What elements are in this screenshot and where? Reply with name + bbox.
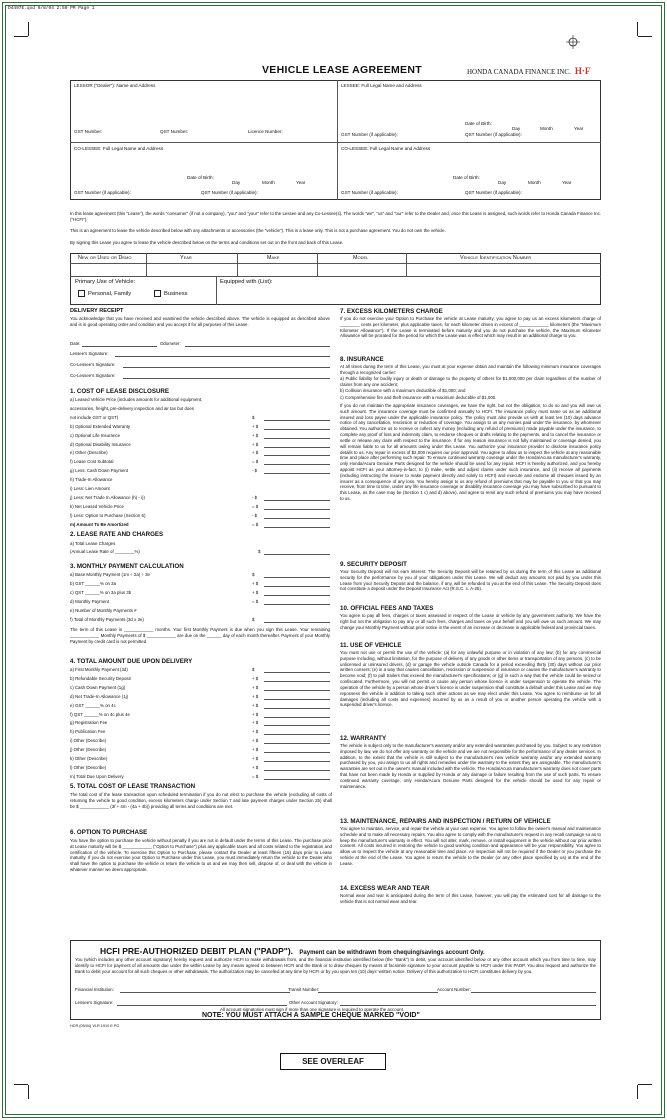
crop-mark (638, 36, 652, 37)
padp-title-text: HCFI PRE-AUTHORIZED DEBIT PLAN ("PADP"). (100, 946, 294, 956)
colessee-dob-month: Month (262, 180, 275, 185)
s7-title: 7. EXCESS KILOMETERS CHARGE (340, 308, 443, 315)
s4-amount-field[interactable] (264, 672, 330, 673)
s11-text: You must not use or permit the use of the vehicle: (a) for any unlawful purpose or in violation of any law; (b) for any commercial purpose including, without limitation, for the purpose of delivery of any goods or other items or transportation of any persons, (c) to be unlicensed or uninsured drivers, (d) or garage the vehicle outside Canada for a period exceeding thirty (30) days without our prior written consent; (e) in a way that causes cancellation, rescission or suspension of insurance or causes the manufacturer's warranty to become void; (f) to pull trailers that exceed the manufacturer's specifications; or (g) in such a way that the vehicle could be seized or confiscated. Furthermore, you will not permit or cause any person whose licence is under suspension to operate the vehicle. The operation of the vehicle by a person whose driver's licence is under suspension shall constitute a default under this Lease and we may repossess the vehicle in addition to taking such other actions as we may elect under this Lease. You agree to reimburse us for all damages (including all costs and expenses) incurred by us as a result of you or another person operating the vehicle with a suspended driver's licence. (340, 650, 601, 708)
crop-mark (638, 1084, 652, 1085)
registration-target-icon (566, 35, 580, 49)
s1-item: m) Amount To Be Amortized (70, 521, 129, 527)
padp-signatory-note: All account signatories must sign if more than one signature is required to operate the account. (220, 1007, 405, 1012)
business-label: Business (164, 291, 188, 298)
account-label: Account Number: (437, 987, 471, 992)
s8-item-c: c) Comprehensive fire and theft insurance with a maximum deductible of $1,000. (340, 395, 497, 400)
s10-text: You agree to pay all fees, charges or taxes assessed in respect of the Lease or vehicle by any government authority. We have the right but not the obligation to pay any or all such fees, charges and taxes on your behalf and you will owe us such amount. We may change your Monthly Payment without prior notice in the event of an increase or decrease in applicable federal and provincial taxes. (340, 613, 601, 630)
vehicle-col-divider (406, 253, 407, 276)
s1-dollar: + $ (252, 450, 259, 456)
lessor-licence: Licence Number: (248, 129, 283, 134)
s4-item: m) Total Due Upon Delivery (70, 773, 124, 779)
s2-amount-field[interactable] (264, 554, 330, 555)
s4-dollar: + $ (252, 756, 259, 761)
lessee-dob-month: Month (540, 126, 553, 131)
personal-option[interactable] (78, 290, 131, 298)
document-title: VEHICLE LEASE AGREEMENT (262, 64, 422, 76)
colessee-dob: Date of Birth: (187, 175, 214, 180)
s11-title: 11. USE OF VEHICLE (340, 642, 402, 649)
s13-text: You agree to maintain, service, and repair the vehicle at your own expense. You agree to follow the owner's manual and maintenance schedule and to make all necessary repairs. You also agree to comply with the manufacturer's request in any recall campaign so as to keep the manufacturer's warranty in effect. You will not alter, mark, remove, or install equipment in the vehicle without our prior written consent. All costs incurred in restoring the vehicle to good working condition and appearance will be your responsibility. You agree to allow us to inspect the vehicle at any reasonable time and place. An inspection will not be required if the Dealer or you purchase the vehicle at the end of the Lease. You agree to return the vehicle to the Dealer (or any other place specified by us) at the end of the Lease. (340, 826, 601, 866)
s4-amount-field[interactable] (264, 743, 330, 744)
business-checkbox[interactable] (154, 290, 161, 297)
s4-dollar: + $ (252, 729, 259, 735)
s1-item: k) Net Leased Vehicle Price (70, 503, 124, 509)
crop-mark (14, 1084, 28, 1085)
s3-dollar: + $ (252, 581, 259, 586)
personal-checkbox[interactable] (78, 290, 85, 297)
s3-title: 3. MONTHLY PAYMENT CALCULATION (70, 563, 184, 570)
equipped-label: Equipped with (List): (220, 279, 273, 285)
s4-dollar: + $ (252, 764, 259, 770)
crop-mark (637, 22, 638, 36)
lessee-dob-year: Year (574, 126, 584, 131)
s4-dollar: + $ (252, 720, 259, 726)
s8-item-a: a) Public liability for bodily injury or death or damage to the property of others for $1,000,000 per claim regardless of the number of claims from any one accident; (340, 376, 601, 387)
s4-item: i) Other (Describe) (70, 738, 107, 744)
s1-title: 1. COST OF LEASE DISCLOSURE (70, 388, 170, 395)
colessee2-dob: Date of Birth: (453, 175, 480, 180)
s1-item: not include GST or QST) (70, 414, 119, 420)
s1-item: g) Less: Cash Down Payment (70, 468, 129, 474)
s3-item: f) Total of Monthly Payments (3d x 3e) (70, 617, 144, 622)
s3-item: d) Monthly Payment (70, 599, 110, 604)
s1-dollar: = $ (252, 521, 259, 527)
vehicle-col-divider (216, 276, 217, 305)
s13-title: 13. MAINTENANCE, REPAIRS AND INSPECTION / RETURN OF VEHICLE (340, 818, 551, 825)
colessee-dob-year: Year (296, 180, 306, 185)
s1-dollar: - $ (252, 468, 258, 474)
s1-item: i) Less: Lien Amount (70, 486, 110, 491)
s2-title: 2. LEASE RATE AND CHARGES (70, 531, 164, 538)
file-stamp: D4497E.qxd 9/8/04 2:50 PM Page 1 (8, 6, 95, 11)
s4-amount-field[interactable] (264, 725, 330, 726)
colessee2-dob-month: Month (528, 180, 541, 185)
s4-amount-field[interactable] (264, 681, 330, 682)
colessee-gst: GST Number (if applicable): (74, 190, 131, 195)
form-code: HCR (09/04) VLR 1910 E PG (70, 1024, 120, 1028)
padp-subtitle: Payment can be withdrawn from chequing/savings account Only. (299, 950, 485, 956)
s4-item: c) Cash Down Payment (1g) (70, 684, 126, 690)
lessee-dob-day: Day (512, 126, 521, 131)
s1-item: l) Less: Option to Purchase (Section 6) (70, 512, 146, 518)
see-overleaf: SEE OVERLEAF (280, 1053, 386, 1070)
s1-dollar: = $ (252, 503, 259, 509)
vehicle-header-model: Model (353, 255, 369, 261)
lessee-label: LESSEE: Full Legal Name and Address (341, 83, 422, 88)
s1-dollar: - $ (252, 512, 258, 518)
s4-dollar: + $ (252, 711, 259, 717)
s1-amount-field[interactable] (264, 438, 330, 439)
company-name (467, 66, 590, 76)
s8-intro: At all times during the term of this Lease, you must at your expense obtain and maintain the following minimum insurance coverages through a recognized carrier: (340, 364, 601, 375)
s9-title: 9. SECURITY DEPOSIT (340, 561, 407, 568)
parties-divider (337, 80, 338, 200)
s3-amount-field[interactable] (264, 586, 330, 587)
vehicle-col-divider (317, 253, 318, 276)
s1-item: c) Optional Life Insurance (70, 432, 121, 438)
colessee2-gst: GST Number (if applicable): (341, 190, 398, 195)
s3-dollar: + $ (252, 590, 259, 595)
s1-amount-field[interactable] (264, 429, 330, 430)
account-field[interactable] (471, 992, 596, 993)
padp-title (100, 946, 485, 956)
s1-dollar: - $ (252, 494, 258, 500)
financial-institution-label: Financial Institution: (75, 987, 114, 992)
s4-item: d) Net Trade-In Allowance (1j) (70, 693, 129, 699)
company-name-text: HONDA CANADA FINANCE INC. (467, 68, 571, 76)
s14-title: 14. EXCESS WEAR AND TEAR (340, 885, 430, 892)
intro-paragraph: This is an agreement to lease the vehicle described below with any attachments or accessories (the "vehicle"). This is a lease only. This is not a purchase agreement. You do not own the vehicle. (70, 228, 446, 233)
personal-label: Personal, Family (88, 291, 132, 298)
s7-text: If you do not exercise your Option to Purchase the vehicle at Lease maturity, you agree to pay us an excess kilometers charge of ________ cents per kilometer, plus applicable taxes, for each kilometer driven in excess of ____________ kilometers (the "Maximum Kilometer Allowance"). If the Lease is terminated before maturity and you do not purchase the vehicle, the Maximum Kilometer Allowance will be prorated for the period for which the Lease was in effect which may result in an additional charge to you. (340, 316, 601, 339)
s1-amount-field[interactable] (264, 447, 330, 448)
delivery-colessee-sig-label: Co-Lessee's Signature: (70, 362, 116, 367)
s5-title: 5. TOTAL COST OF LEASE TRANSACTION (70, 783, 196, 790)
financial-institution-field[interactable] (120, 992, 290, 993)
other-sig-field[interactable] (340, 1005, 596, 1006)
vehicle-col-divider (237, 253, 238, 276)
s4-title: 4. TOTAL AMOUNT DUE UPON DELIVERY (70, 658, 193, 665)
s9-text: Your Security Deposit will not earn interest. The Security Deposit will be retained by us during the term of this Lease as additional security for the performance by you of your obligations under this Lease. We will deduct any amounts not paid by you under this Lease from your Security Deposit and the balance, if any, will be refunded to you at the end of this Lease. The Security Deposit does not constitute a deposit under the Deposit Insurance Act (R.S.C. c. A-26). (340, 569, 601, 592)
s3-amount-field[interactable] (264, 604, 330, 605)
transit-label: Transit Number: (288, 987, 320, 992)
s4-amount-field[interactable] (264, 779, 330, 780)
s1-dollar: + $ (252, 441, 259, 447)
colessee2-dob-day: Day (498, 180, 507, 185)
s4-item: f) QST ______% on 4c plus 4e (70, 711, 130, 717)
s1-item: accessories, freight, pre-delivery inspection and air tax but does (70, 405, 194, 411)
s3-item: a) Base Monthly Payment (1m ÷ 2a) ÷ 3e (70, 572, 150, 577)
delivery-lessee-sig-field[interactable] (115, 356, 330, 357)
s8-title: 8. INSURANCE (340, 356, 384, 363)
s1-dollar: = $ (252, 459, 259, 465)
vehicle-header-year: Year (180, 255, 192, 261)
s1-amount-field[interactable] (264, 509, 330, 510)
odometer-label: Odometer: (160, 341, 181, 346)
s3-item: c) QST ______% on 3a plus 3b (70, 590, 132, 595)
colessee2-dob-year: Year (562, 180, 572, 185)
other-sig-label: Other Account Signatory: (289, 1000, 338, 1005)
s1-amount-field[interactable] (264, 420, 330, 421)
s4-amount-field[interactable] (264, 708, 330, 709)
s4-item: e) GST ______% on 4c (70, 702, 116, 708)
transit-field[interactable] (318, 992, 438, 993)
s4-item: k) Other (Describe) (70, 756, 108, 761)
company-logo: H·F (574, 66, 591, 76)
vehicle-header-new-used: New or Used or Demo (78, 255, 132, 261)
vehicle-table-rule (70, 263, 601, 264)
s1-dollar: + $ (252, 432, 259, 438)
colessee-dob-day: Day (232, 180, 241, 185)
s3-item: b) GST ______% on 3a (70, 581, 117, 586)
crop-mark (28, 1085, 29, 1099)
s3-note: The term of this Lease is ____________ months. Your first Monthly Payment is due when you sign this Lease. Your remaining ____________ Monthly Payments of $ ____________ are due on the ______ day of each month thereafter. Payment of your Monthly Payment by credit card is not permitted. (70, 627, 330, 644)
s6-title: 6. OPTION TO PURCHASE (70, 829, 148, 836)
parties-divider (70, 142, 601, 143)
vehicle-header-vin: Vehicle Identification Number (460, 255, 532, 261)
s8-item-b: b) Collision insurance with a maximum deductible of $1,000; and (340, 388, 466, 393)
business-option[interactable] (154, 290, 188, 298)
lessee-qst: QST Number (if applicable): (465, 132, 522, 137)
s10-title: 10. OFFICIAL FEES AND TAXES (340, 605, 434, 612)
crop-mark (14, 36, 28, 37)
s4-item: g) Registration Fee (70, 720, 108, 726)
s4-dollar: + $ (252, 684, 259, 690)
s14-text: Normal wear and tear is anticipated during the term of this Lease, however, you will pay the estimated cost for all damage to the vehicle that is not normal wear and tear. (340, 893, 601, 904)
s3-amount-field[interactable] (264, 595, 330, 596)
lessor-label: LESSOR ("Dealer"): Name and Address (74, 83, 156, 88)
s1-amount-field[interactable] (264, 455, 330, 456)
colessee2-qst: QST Number (if applicable): (465, 190, 522, 195)
s6-text: You have the option to purchase the vehicle without penalty if you are not in default under the terms of this Lease. The purchase price at Lease maturity will be $ ____________ ("Option to Purchase") plus any applicable taxes and all costs related to the registration and certification of the vehicle. To exercise this Option to Purchase, please contact the Dealer at least fifteen (15) days prior to Lease maturity. If you do not exercise your Option to Purchase under this Lease, you must immediately return the vehicle to the Dealer who shall have the option to purchase the vehicle or return the vehicle to us and we may then sell, dispose of, or deal with the vehicle in whatever manner we deem appropriate. (70, 838, 332, 873)
s4-amount-field[interactable] (264, 752, 330, 753)
s4-dollar: + $ (252, 693, 259, 699)
s12-text: The vehicle is subject only to the manufacturer's warranty and/or any extended warranties purchased by you. Subject to any restriction imposed by law, we do not offer any warranty on the vehicle and we are not responsible for the performance of any dealer services. In addition, to the extent that the vehicle is still subject to the manufacturer's new vehicle warranty and/or any extended warranty purchased by you, you assign to us all rights and remedies under the warranty to the extent they are assignable. The manufacturer's warranties are set out in the owner's manual included with the vehicle. The Honda/Acura manufacturer's warranty does not cover parts that have not been made by Honda or supplied by Honda or any damage or failure resulting from the use of such parts. To ensure continued warranty coverage, only Honda/Acura Genuine Parts designed for the vehicle should be used for any repair or maintenance. (340, 743, 601, 789)
s4-dollar: = $ (252, 773, 259, 779)
s1-dollar: + $ (252, 423, 259, 429)
s4-amount-field[interactable] (264, 734, 330, 735)
s2-item: a) Total Lease Charges (70, 541, 116, 546)
s4-amount-field[interactable] (264, 761, 330, 762)
lessor-qst: QST Number: (160, 129, 189, 134)
crop-mark (28, 22, 29, 36)
delivery-title: DELIVERY RECEIPT (70, 308, 124, 314)
colessee-label: CO-LESSEE: Full Legal Name and Address (74, 146, 164, 151)
s2-dollar: $ (258, 549, 261, 554)
crop-mark (637, 1085, 638, 1099)
s2-item: (Annual Lease Rate of ________%) (70, 549, 140, 554)
s12-title: 12. WARRANTY (340, 735, 387, 742)
vehicle-col-divider (146, 253, 147, 276)
s1-amount-field[interactable] (264, 464, 330, 465)
odometer-field[interactable] (185, 346, 330, 347)
colessee-qst: QST Number (if applicable): (201, 190, 258, 195)
s1-item: a) Leased Vehicle Price (includes amounts for additional equipment, (70, 397, 203, 402)
delivery-colessee2-sig-label: Co-Lessee's Signature: (70, 373, 116, 378)
s4-amount-field[interactable] (264, 699, 330, 700)
s4-item: a) First Monthly Payment (3d) (70, 667, 128, 672)
s3-item: e) Number of Monthly Payments # (70, 608, 137, 613)
lessee-gst: GST Number (if applicable): (341, 132, 398, 137)
s4-item: j) Other (Describe) (70, 747, 107, 753)
vehicle-table-rule (70, 276, 601, 277)
lessee-dob: Date of Birth: (465, 121, 492, 126)
s4-dollar: $ (252, 667, 255, 672)
delivery-colessee-sig-field[interactable] (123, 367, 330, 368)
padp-attach-note: NOTE: YOU MUST ATTACH A SAMPLE CHEQUE MARKED "VOID" (202, 1012, 420, 1019)
s4-item: l) Other (Describe) (70, 764, 107, 770)
s4-dollar: + $ (252, 738, 259, 744)
s3-amount-field[interactable] (264, 577, 330, 578)
s1-item: f) Lease Cost Subtotal (70, 459, 114, 465)
s4-dollar: + $ (252, 702, 259, 708)
intro-paragraph: By signing this Lease you agree to lease the vehicle described below on the terms and conditions set out on the front and back of this Lease. (70, 240, 344, 245)
s1-item: e) Other (Describe) (70, 450, 108, 456)
colessee2-label: CO-LESSEE: Full Legal Name and Address (341, 146, 431, 151)
s1-dollar: $ (252, 414, 255, 420)
lessor-gst: GST Number: (74, 129, 103, 134)
delivery-date-label: Date: (70, 341, 81, 346)
s4-amount-field[interactable] (264, 690, 330, 691)
s1-item: j) Less: Net Trade In Allowance (h) - i)) (70, 494, 145, 500)
delivery-colessee2-sig-field[interactable] (123, 378, 330, 379)
intro-paragraph: In this lease agreement (this "Lease"), the words "consumer" (if not a company), "you" and "your" refer to the Lessee and any Co-Lessee(s). The words "we", "us" and "our" refer to the Dealer and, once this Lease is assigned, such words refer to Honda Canada Finance Inc. ("HCFI"). (70, 211, 601, 222)
s1-amount-field[interactable] (264, 473, 330, 474)
parties-box (70, 80, 601, 200)
vehicle-header-make: Make (267, 255, 280, 261)
s1-item: b) Optional Extended Warranty (70, 423, 131, 429)
delivery-text: You acknowledge that you have received and examined the vehicle described above. The vehicle is equipped as described above and is in good operating order and condition and you accept it for all purposes of this Lease. (70, 316, 330, 327)
s4-item: b) Refundable Security Deposit (70, 675, 131, 681)
s1-item: d) Optional Disability Insurance (70, 441, 131, 447)
s3-dollar: $ (252, 617, 255, 622)
s3-dollar: $ (252, 572, 255, 577)
s4-item: h) Publication Fee (70, 729, 106, 735)
s4-dollar: + $ (252, 747, 259, 753)
primary-use-label: Primary Use of Vehicle: (75, 279, 136, 285)
padp-lessee-sig-label: Lessee's Signature: (75, 1000, 114, 1005)
s1-amount-field[interactable] (264, 500, 330, 501)
padp-text: You (which includes any other account signatory) hereby request and authorize HCFI to make withdrawals from, and the financial institution identified below (the "Bank") to debit, your account identified below or any other account which you from time to time, may identify to HCFI for payment of all amounts due under the within Lease by any means agreed to between HCFI and the Bank or to draw cheques by means of facsimile signature to your account payable to HCFI under this PADP. You also request and authorize the Bank to debit your account for all such cheques or other withdrawals. The authorization may be cancelled at any time by HCFI or by you upon ten (10) days' written notice. Delivery of this authorization to HCFI constitutes delivery by you. (75, 957, 596, 974)
s5-text: The total cost of the lease transaction upon scheduled termination if you do not elect to purchase the vehicle (excluding all costs of returning the vehicle to good condition, excess kilometers charge under Section 7 and late payment charges under Section 25) shall be $ ____________ (3f + 4m - (4a + 4b)) providing all terms and conditions are met. (70, 792, 332, 809)
s1-amount-field[interactable] (264, 518, 330, 519)
padp-lessee-sig-field[interactable] (117, 1005, 287, 1006)
s1-amount-field[interactable] (264, 527, 330, 528)
s4-amount-field[interactable] (264, 717, 330, 718)
s4-dollar: + $ (252, 675, 259, 681)
s8-body: If you do not maintain the appropriate insurance coverages, we have the right, but not the obligation, to do so and you will owe us such amount. The insurance coverage must be confirmed annually to HCFI. The insurance policy must name us as an additional insured and loss payee under the applicable insurance policy. The policy must also provide us with at least ten (10) days advance notice of any cancellation, rescission or reduction of coverage. You assign to us any monies paid under the insurance, by whomever obtained. You authorize us to receive or collect any money (including any refund of premiums) made payable under the insurance, to complete any proof of loss and indemnity claim, to endorse cheques or drafts relating to the payments, and to cancel the insurance or settle or release any claim with respect to the insurance. If for any reason insurance is not fully maintained or coverage denied, you will remain liable to us for all amounts owing under this Lease. You authorize your insurance provider to disclose insurance policy details to us. Any repair in excess of $2,000 requires our prior approval. You agree to allow us to inspect the vehicle at any reasonable time and place after performing such repair. To ensure continued warranty coverage under the Honda/Acura manufacturer's warranty, only Honda/Acura Genuine Parts designed for the vehicle should be used for any repair. HCFI is hereby authorized, and you hereby appoint HCFI as your attorney-in-fact, to (i) make, settle and adjust claims under such insurance, and (ii) receive all payments (including instructing the insurer to make payment directly and solely to HCFI) and execute and endorse all cheques issued by an insurer as a consequence of any loss. You hereby assign to us any refund of premiums that may be payable to you or that you may receive, from time to time, under any life insurance coverage or disability insurance coverage you may have subscribed to pursuant to this Lease, as the case may be (Section 1 c) and d) above), and agree to remit any such refund of premiums you may have received to us. (340, 403, 601, 501)
s3-dollar: = $ (252, 599, 259, 604)
s3-amount-field[interactable] (264, 622, 330, 623)
s4-amount-field[interactable] (264, 770, 330, 771)
delivery-lessee-sig-label: Lessee's Signature: (70, 351, 109, 356)
delivery-date-field[interactable] (82, 346, 157, 347)
s1-item: h) Trade-In Allowance (70, 477, 113, 483)
